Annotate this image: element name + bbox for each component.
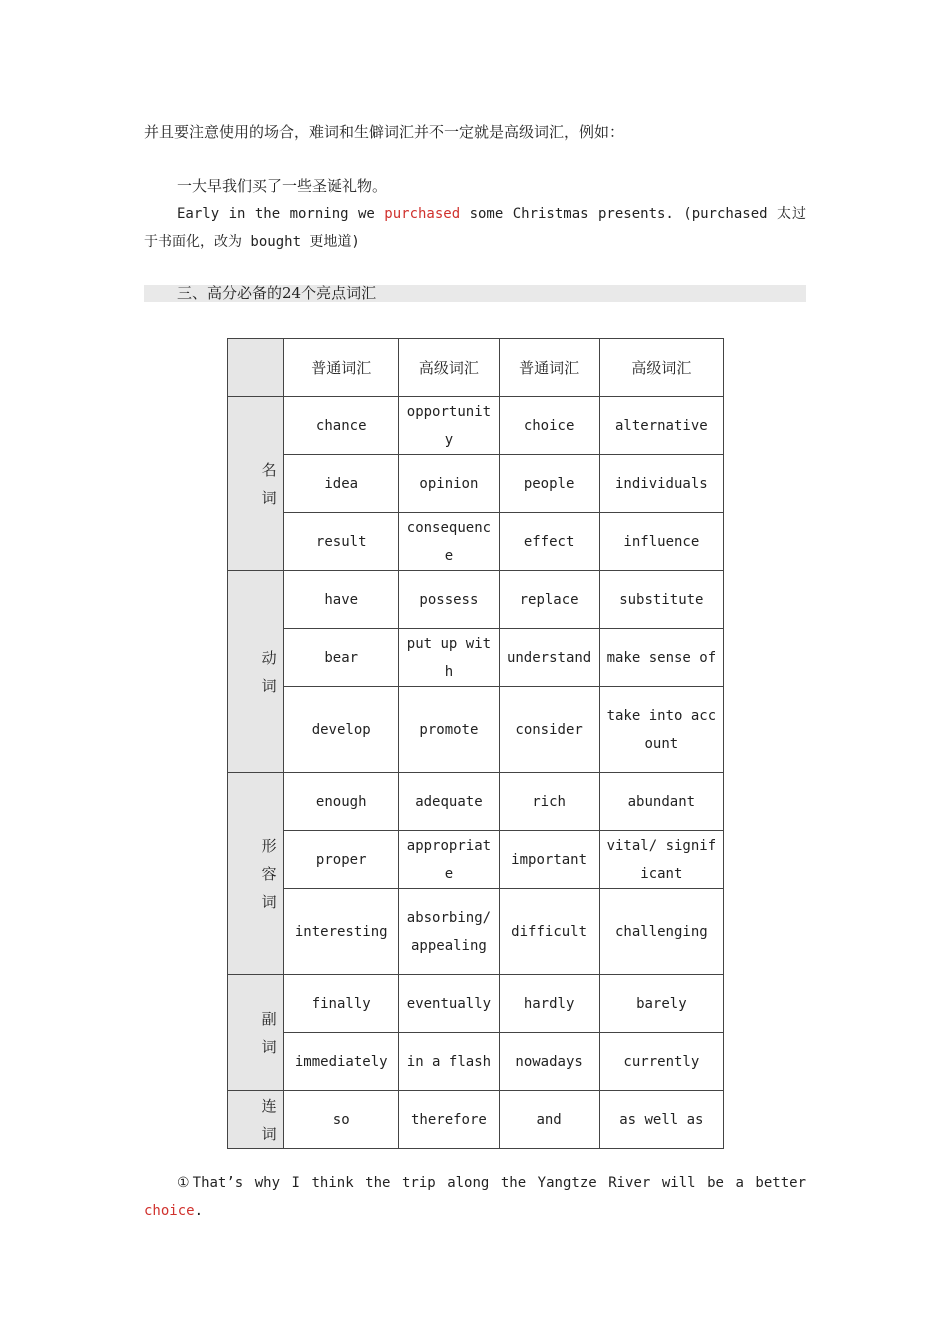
common-word-cell: hardly (499, 975, 599, 1033)
common-word-cell: understand (499, 629, 599, 687)
table-row (228, 831, 724, 889)
header-blank-cell (228, 339, 284, 397)
common-word-cell: result (284, 513, 399, 571)
category-cell (228, 1091, 284, 1149)
advanced-word-cell: appropriate (399, 831, 499, 889)
advanced-word-cell: substitute (599, 571, 723, 629)
table-row (228, 397, 724, 455)
example-chinese-sentence: 一大早我们买了一些圣诞礼物。 (177, 177, 388, 195)
table-row (228, 629, 724, 687)
common-word-cell: interesting (284, 889, 399, 975)
advanced-word-cell: currently (599, 1033, 723, 1091)
common-word-cell: rich (499, 773, 599, 831)
table-row (228, 773, 724, 831)
common-word-cell: consider (499, 687, 599, 773)
category-label: 形容词 (261, 836, 277, 911)
highlighted-word-choice: choice (144, 1203, 195, 1219)
table-row (228, 975, 724, 1033)
common-word-cell: chance (284, 397, 399, 455)
category-cell (228, 773, 284, 975)
section-heading: 三、高分必备的24个亮点词汇 (144, 285, 806, 302)
advanced-word-cell: vital/ significant (599, 831, 723, 889)
category-label: 连词 (261, 1096, 277, 1143)
table-row (228, 687, 724, 773)
advanced-word-cell: influence (599, 513, 723, 571)
intro-paragraph: 并且要注意使用的场合，难词和生僻词汇并不一定就是高级词汇，例如： (144, 123, 625, 141)
advanced-word-cell: in a flash (399, 1033, 499, 1091)
example2-text-before: ①That’s why I think the trip along the Yangtze River will be a better (177, 1175, 806, 1191)
common-word-cell: have (284, 571, 399, 629)
advanced-word-cell: promote (399, 687, 499, 773)
common-word-cell: develop (284, 687, 399, 773)
common-word-cell: enough (284, 773, 399, 831)
column-header: 普通词汇 (284, 339, 399, 397)
advanced-word-cell: challenging (599, 889, 723, 975)
advanced-word-cell: opportunity (399, 397, 499, 455)
common-word-cell: so (284, 1091, 399, 1149)
column-header: 普通词汇 (499, 339, 599, 397)
common-word-cell: people (499, 455, 599, 513)
advanced-word-cell: as well as (599, 1091, 723, 1149)
advanced-word-cell: put up with (399, 629, 499, 687)
common-word-cell: choice (499, 397, 599, 455)
common-word-cell: immediately (284, 1033, 399, 1091)
common-word-cell: proper (284, 831, 399, 889)
table-row (228, 1091, 724, 1149)
table-row (228, 455, 724, 513)
category-cell (228, 571, 284, 773)
advanced-word-cell: abundant (599, 773, 723, 831)
table-row (228, 889, 724, 975)
example2-text-after: . (194, 1203, 204, 1219)
highlighted-word-purchased: purchased (384, 206, 461, 222)
advanced-word-cell: absorbing/ appealing (399, 889, 499, 975)
advanced-word-cell: make sense of (599, 629, 723, 687)
advanced-word-cell: individuals (599, 455, 723, 513)
advanced-word-cell: alternative (599, 397, 723, 455)
table-row (228, 1033, 724, 1091)
common-word-cell: and (499, 1091, 599, 1149)
common-word-cell: important (499, 831, 599, 889)
example-sentence-2 (144, 1169, 806, 1225)
common-word-cell: nowadays (499, 1033, 599, 1091)
example-english-sentence (144, 200, 806, 256)
example-text-after: some Christmas presents. (purchased 太过于书面化，改为 bought 更地道) (144, 206, 806, 250)
category-cell (228, 397, 284, 571)
common-word-cell: effect (499, 513, 599, 571)
advanced-word-cell: opinion (399, 455, 499, 513)
advanced-word-cell: consequence (399, 513, 499, 571)
common-word-cell: idea (284, 455, 399, 513)
common-word-cell: replace (499, 571, 599, 629)
common-word-cell: finally (284, 975, 399, 1033)
advanced-word-cell: take into account (599, 687, 723, 773)
category-label: 名词 (261, 460, 277, 507)
column-header: 高级词汇 (599, 339, 723, 397)
category-cell (228, 975, 284, 1091)
advanced-word-cell: adequate (399, 773, 499, 831)
vocabulary-table (227, 338, 724, 1149)
advanced-word-cell: possess (399, 571, 499, 629)
example-text-before: Early in the morning we (177, 206, 385, 222)
table-row (228, 513, 724, 571)
category-label: 动词 (261, 648, 277, 695)
common-word-cell: difficult (499, 889, 599, 975)
common-word-cell: bear (284, 629, 399, 687)
advanced-word-cell: therefore (399, 1091, 499, 1149)
column-header: 高级词汇 (399, 339, 499, 397)
advanced-word-cell: barely (599, 975, 723, 1033)
table-row (228, 571, 724, 629)
category-label: 副词 (261, 1009, 277, 1056)
advanced-word-cell: eventually (399, 975, 499, 1033)
